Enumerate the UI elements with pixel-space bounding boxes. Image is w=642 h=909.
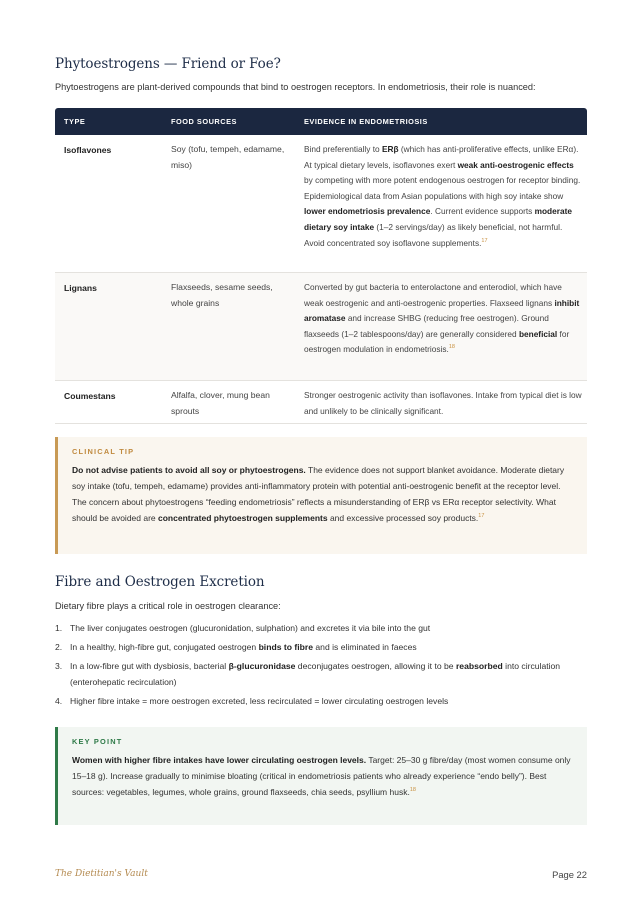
table-cell-type: Lignans <box>64 283 97 293</box>
table-row <box>55 381 587 424</box>
table-row <box>55 135 587 273</box>
list-item <box>55 659 587 690</box>
table-header-type: TYPE <box>64 117 86 126</box>
list-item <box>55 640 587 656</box>
list-item-text: In a low-fibre gut with dysbiosis, bacterial β-glucuronidase deconjugates oestrogen, allowing it to be reabsorbed into circulation (enterohepatic recirculation) <box>70 661 561 687</box>
table-header <box>55 108 587 135</box>
list-item <box>55 621 587 637</box>
table-cell-evidence: Stronger oestrogenic activity than isoflavones. Intake from typical diet is low and unlikely to be clinically significant. <box>304 390 582 416</box>
section-title-phytoestrogens: Phytoestrogens — Friend or Foe? <box>55 56 281 72</box>
footer-brand: The Dietitian's Vault <box>55 869 148 879</box>
table-cell-type: Coumestans <box>64 391 116 401</box>
table-cell-sources: Soy (tofu, tempeh, edamame, miso) <box>171 144 285 170</box>
list-item-text: The liver conjugates oestrogen (glucuronidation, sulphation) and excretes it via bile into the gut <box>70 623 431 633</box>
table-cell-evidence: Converted by gut bacteria to enterolactone and enterodiol, which have weak oestrogenic and anti-oestrogenic properties. Flaxseed lignans inhibit aromatase and increase SHBG (reducing free oestrogen). Ground flaxseeds (1–2 tablespoons/day) are generally considered beneficial for oestrogen modulation in endometriosis.$^{18}$ <box>304 282 580 355</box>
key-point-body: Women with higher fibre intakes have lower circulating oestrogen levels. Target: 25–30 g fibre/day (most women consume only 15–18 g). Increase gradually to minimise bloating (critical in endometriosis patients who already experience “endo belly”). Best sources: vegetables, legumes, whole grains, ground flaxseeds, chia seeds, psyllium husk.$^{18}$ <box>72 755 571 797</box>
table-header-evidence: EVIDENCE IN ENDOMETRIOSIS <box>304 117 428 126</box>
list-item <box>55 694 587 710</box>
clinical-tip-label: CLINICAL TIP <box>72 447 135 456</box>
list-item-number: 4. <box>55 695 63 706</box>
table-header-food-sources: FOOD SOURCES <box>171 117 237 126</box>
list-item-text: In a healthy, high-fibre gut, conjugated oestrogen binds to fibre and is eliminated in faeces <box>70 642 417 653</box>
list-item-number: 2. <box>55 642 63 653</box>
page-number: Page 22 <box>552 869 587 880</box>
list-item-number: 3. <box>55 661 63 672</box>
clinical-tip-body: Do not advise patients to avoid all soy or phytoestrogens. The evidence does not support blanket avoidance. Moderate dietary soy intake (tofu, tempeh, edamame) provides anti-inflammatory protein with potential anti-oestrogenic benefit at the receptor level. The concern about phytoestrogens “feeding endometriosis” reflects a misunderstanding of ERβ vs ERα receptor selectivity. What should be avoided are concentrated phytoestrogen supplements and excessive processed soy products.$^{17}$ <box>72 465 565 523</box>
clinical-tip-callout <box>55 437 587 554</box>
table-row <box>55 273 587 381</box>
table-cell-type: Isoflavones <box>64 145 112 155</box>
table-cell-sources: Flaxseeds, sesame seeds, whole grains <box>171 282 273 308</box>
table-cell-sources: Alfalfa, clover, mung bean sprouts <box>171 390 270 416</box>
table-cell-evidence: Bind preferentially to ERβ (which has anti-proliferative effects, unlike ERα). At typical dietary levels, isoflavones exert weak anti-oestrogenic effects by competing with more potent endogenous oestrogen for receptor binding. Epidemiological data from Asian populations with high soy intake show lower endometriosis prevalence. Current evidence supports moderate dietary soy intake (1–2 servings/day) as likely beneficial, not harmful. Avoid concentrated soy isoflavone supplements.$^{17}$ <box>304 144 581 248</box>
key-point-callout <box>55 727 587 825</box>
key-point-label: KEY POINT <box>72 737 123 746</box>
list-item-text: Higher fibre intake = more oestrogen excreted, less recirculated = lower circulating oestrogen levels <box>70 695 449 706</box>
section-intro-phytoestrogens: Phytoestrogens are plant-derived compounds that bind to oestrogen receptors. In endometriosis, their role is nuanced: <box>55 82 536 92</box>
list-item-number: 1. <box>55 623 63 633</box>
section-intro-fibre: Dietary fibre plays a critical role in oestrogen clearance: <box>55 601 281 611</box>
section-title-fibre: Fibre and Oestrogen Excretion <box>55 574 265 590</box>
ordered-list <box>55 621 587 713</box>
